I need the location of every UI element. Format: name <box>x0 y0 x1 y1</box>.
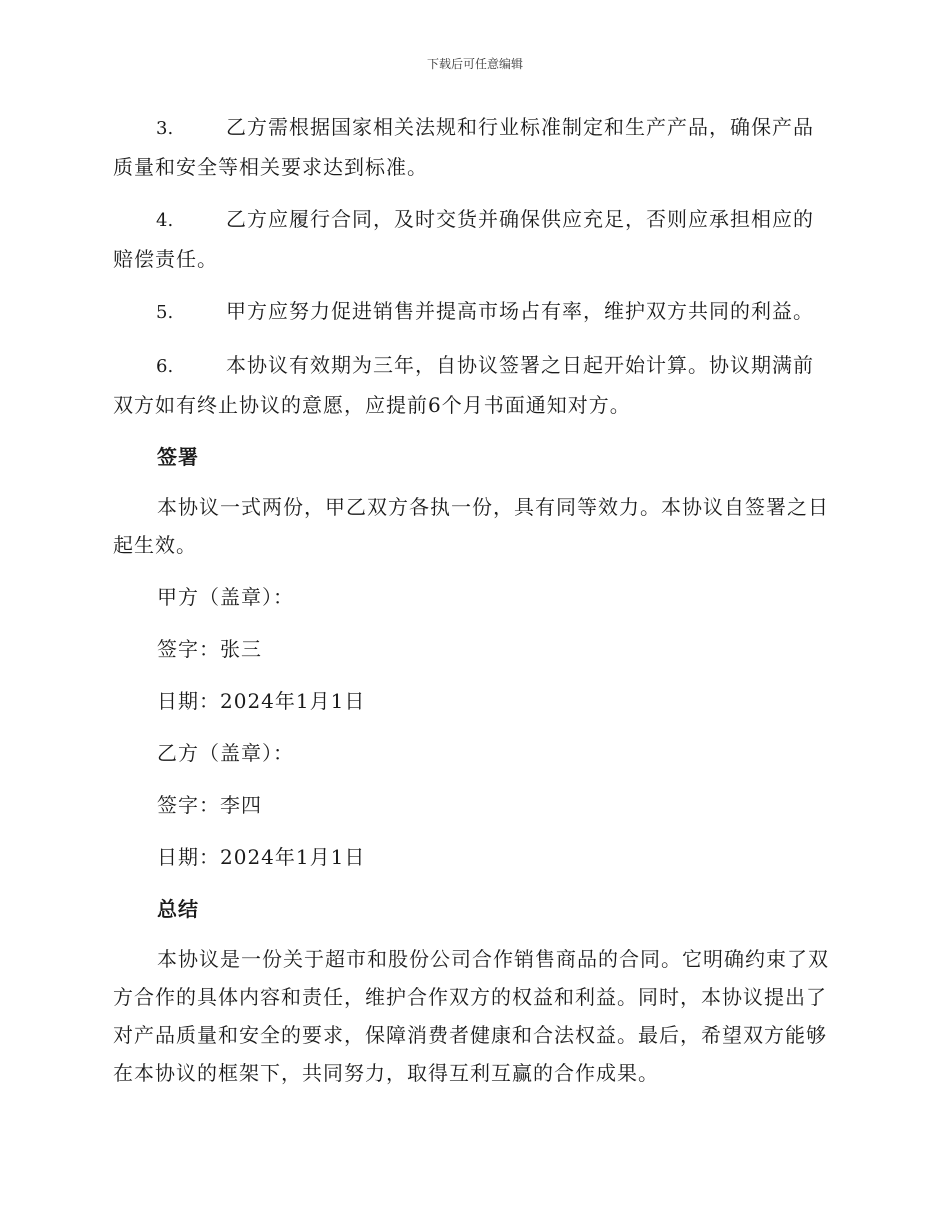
party-b-signature: 签字：李四 <box>157 793 262 817</box>
signing-section-title: 签署 <box>157 445 199 469</box>
clause-text: 乙方需根据国家相关法规和行业标准制定和生产产品，确保产品质量和安全等相关要求达到标准。 <box>113 115 814 179</box>
clause-text: 甲方应努力促进销售并提高市场占有率，维护双方共同的利益。 <box>226 299 814 323</box>
clause-3 <box>113 108 833 186</box>
party-a-seal: 甲方（盖章）： <box>157 585 294 609</box>
clause-number: 4. <box>156 210 174 231</box>
clause-text: 乙方应履行合同，及时交货并确保供应充足，否则应承担相应的赔偿责任。 <box>113 207 814 271</box>
party-b-seal: 乙方（盖章）： <box>157 741 294 765</box>
clause-text: 本协议有效期为三年，自协议签署之日起开始计算。协议期满前双方如有终止协议的意愿，应提前6个月书面通知对方。 <box>113 353 814 417</box>
party-a-date: 日期：2024年1月1日 <box>157 689 366 713</box>
signing-intro: 本协议一式两份，甲乙双方各执一份，具有同等效力。本协议自签署之日起生效。 <box>113 495 829 557</box>
summary-section-title: 总结 <box>157 897 199 921</box>
clause-6 <box>113 346 833 424</box>
clause-4 <box>113 200 833 278</box>
clause-number: 3. <box>156 118 174 139</box>
page-header-note: 下载后可任意编辑 <box>426 57 523 71</box>
clause-number: 6. <box>156 356 174 377</box>
document-body <box>113 108 833 1106</box>
party-a-signature: 签字：张三 <box>157 637 262 661</box>
clause-5 <box>113 292 833 332</box>
clause-number: 5. <box>156 302 174 323</box>
party-b-date: 日期：2024年1月1日 <box>157 845 366 869</box>
summary-text: 本协议是一份关于超市和股份公司合作销售商品的合同。它明确约束了双方合作的具体内容和责任，维护合作双方的权益和利益。同时，本协议提出了对产品质量和安全的要求，保障消费者健康和合法权益。最后，希望双方能够在本协议的框架下，共同努力，取得互利互赢的合作成果。 <box>113 947 829 1085</box>
